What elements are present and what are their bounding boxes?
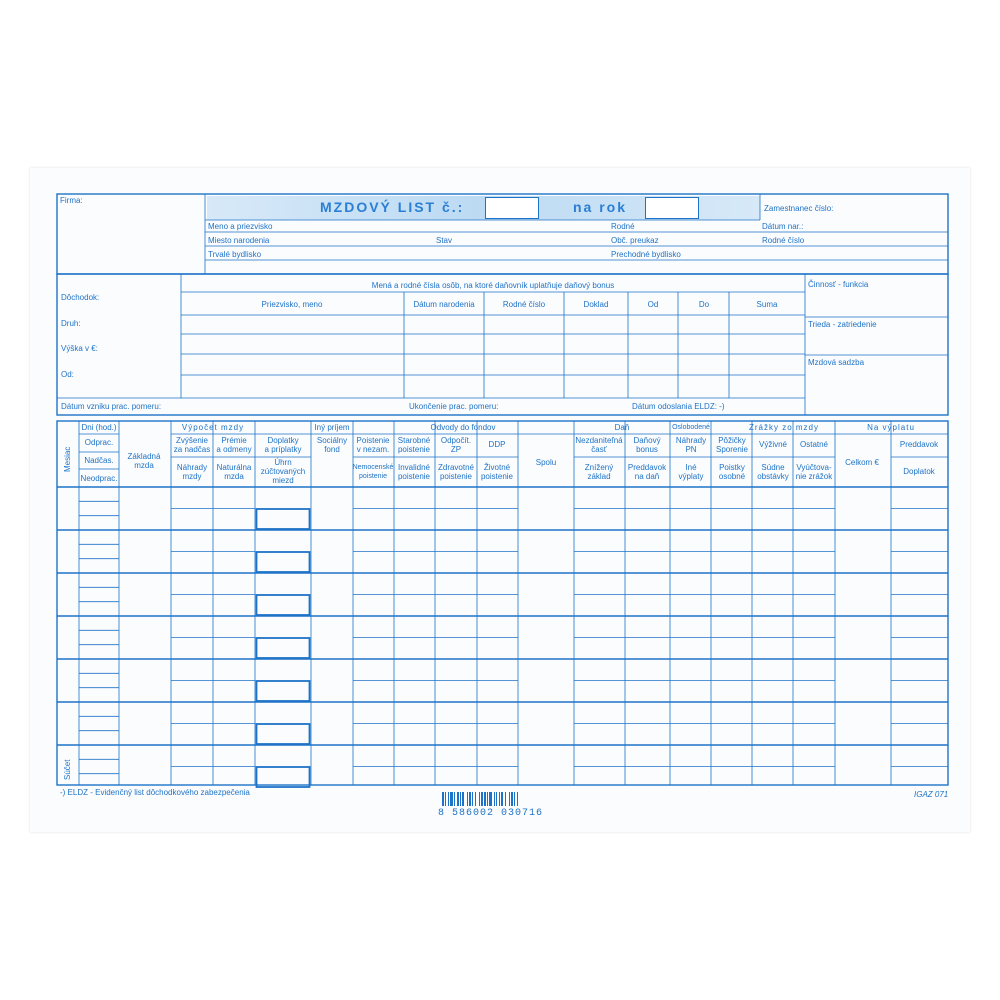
court-seizure-label: Súdne obstávky [757, 463, 789, 481]
tax-bonus-label: Daňový bonus [633, 436, 661, 454]
loans-label: Pôžičky Sporenie [715, 436, 749, 454]
days-label: Dni (hod.) [81, 423, 117, 432]
barcode-bar [445, 792, 446, 806]
birth-date-label: Dátum nar.: [762, 222, 804, 231]
name-label: Meno a priezvisko [208, 222, 273, 231]
other-income-label: Iný príjem [314, 423, 350, 432]
overtime-increase-label: Zvýšenie za nadčas [173, 436, 211, 454]
wage-calc-header: Výpočet mzdy [181, 423, 245, 432]
barcode-bar [505, 792, 506, 806]
temporary-address-label: Prechodné bydlisko [611, 250, 681, 259]
barcode-bar [494, 792, 495, 806]
bonus-col-to: Do [698, 300, 710, 309]
barcode-bar [511, 792, 513, 806]
tax-header: Daň [614, 423, 630, 432]
contributions-header: Odvody do fondov [430, 423, 496, 432]
other-payments-label: Iné výplaty [678, 463, 704, 481]
employment-end-label: Ukončenie prac. pomeru: [409, 402, 499, 411]
not-worked-label: Neodprac. [80, 474, 118, 483]
overtime-label: Nadčas. [84, 456, 114, 465]
field-box [257, 552, 310, 572]
sickness-ins-label: Nemocenské poistenie [352, 464, 394, 480]
tax-free-part-label: Nezdaniteľná časť [575, 436, 623, 454]
deductions-header: Zrážky zo mzdy [748, 423, 820, 432]
marital-status-label: Stav [436, 236, 453, 245]
barcode-bar [462, 792, 464, 806]
barcode-bar [475, 792, 476, 806]
barcode-bar [479, 792, 480, 806]
in-kind-wage-label: Naturálna mzda [216, 463, 252, 481]
function-label: Činnosť - funkcia [808, 280, 869, 289]
pension-type-label: Druh: [61, 319, 81, 328]
barcode-bar [489, 792, 492, 806]
field-box [257, 724, 310, 744]
bonus-col-from: Od [647, 300, 659, 309]
other-deductions-label: Ostatné [799, 440, 829, 449]
bonus-title: Mená a rodné čísla osôb, na ktoré daňovník uplatňuje daňový bonus [371, 281, 615, 290]
disability-ins-label: Invalidné poistenie [397, 463, 431, 481]
field-box [257, 595, 310, 615]
unemployment-ins-label: Poistenie v nezam. [356, 436, 390, 454]
supplements-label: Doplatky a príplatky [264, 436, 302, 454]
barcode-bar [514, 792, 515, 806]
firma-label: Firma: [60, 196, 83, 205]
life-ins-label: Životné poistenie [480, 463, 514, 481]
eldz-sent-label: Dátum odoslania ELDZ: -) [632, 402, 725, 411]
total-label: Celkom € [845, 458, 879, 467]
barcode-bar [457, 792, 459, 806]
wage-rate-label: Mzdová sadzba [808, 358, 865, 367]
barcode-bar [450, 792, 453, 806]
barcode-bar [469, 792, 471, 806]
pension-ins-label: Starobné poistenie [397, 436, 431, 454]
barcode-bar [442, 792, 444, 806]
barcode-bar [454, 792, 455, 806]
field-box [257, 509, 310, 529]
bonus-col-birthdate: Dátum narodenia [413, 300, 475, 309]
form-title: MZDOVÝ LIST č.: [320, 199, 465, 215]
bonus-col-document: Doklad [583, 300, 609, 309]
bonus-col-name: Priezvisko, meno [261, 300, 323, 309]
advance-label: Preddavok [899, 440, 939, 449]
pension-label: Dôchodok: [61, 293, 100, 302]
sick-pay-label: Náhrady PN [675, 436, 707, 454]
footnote: -) ELDZ - Evidenčný list dôchodkového zabezpečenia [60, 788, 250, 797]
health-ins-label: Zdravotné poistenie [437, 463, 475, 481]
barcode-bar [501, 792, 503, 806]
permanent-address-label: Trvalé bydlisko [208, 250, 262, 259]
barcode-bar [472, 792, 473, 806]
payout-header: Na výplatu [867, 423, 915, 432]
id-card-label: Obč. preukaz [611, 236, 659, 245]
worked-label: Odprac. [84, 438, 114, 447]
tax-advance-label: Preddavok na daň [627, 463, 667, 481]
field-box [257, 638, 310, 658]
barcode-bar [448, 792, 449, 806]
wage-compensation-label: Náhrady mzdy [176, 463, 208, 481]
barcode-bar [509, 792, 510, 806]
birth-name-label: Rodné [611, 222, 635, 231]
form-code: IGAZ 071 [914, 790, 949, 799]
employee-number-label: Zamestnanec číslo: [764, 204, 834, 213]
year-label: na rok [573, 199, 628, 215]
contrib-total-label: Spolu [535, 458, 557, 467]
pension-amount-label: Výška v €: [61, 344, 98, 353]
deduction-settlement-label: Vyúčtova- nie zrážok [795, 463, 833, 481]
barcode-bar [460, 792, 461, 806]
birthplace-label: Miesto narodenia [208, 236, 270, 245]
barcode-bar [484, 792, 486, 806]
sum-label: Súčet [63, 759, 72, 780]
month-label: Mesiac [63, 446, 72, 472]
bonuses-label: Prémie a odmeny [216, 436, 252, 454]
barcode-bar [517, 792, 518, 806]
field-box [257, 681, 310, 701]
class-label: Trieda - zatriedenie [808, 320, 877, 329]
field-box [57, 274, 948, 415]
surcharge-label: Doplatok [903, 467, 935, 476]
exempt-header: Oslobodené [672, 424, 710, 431]
reduced-base-label: Znížený základ [584, 463, 614, 481]
personal-ins-label: Poistky osobné [718, 463, 746, 481]
deductible-zp-label: Odpočít. ZP [440, 436, 472, 454]
barcode-bar [481, 792, 483, 806]
base-wage-label: Základná mzda [127, 452, 161, 470]
field-box [257, 767, 310, 787]
total-wages-label: Úhrn zúčtovaných miezd [260, 458, 306, 485]
ddp-label: DDP [488, 440, 506, 449]
barcode-bar [499, 792, 500, 806]
barcode-number: 8 586002 030716 [438, 808, 544, 819]
barcode-bar [467, 792, 468, 806]
bonus-col-birthnumber: Rodné číslo [502, 300, 546, 309]
bonus-col-sum: Suma [756, 300, 778, 309]
alimony-label: Výživné [758, 440, 788, 449]
pension-from-label: Od: [61, 370, 74, 379]
barcode-bar [487, 792, 488, 806]
barcode-bar [496, 792, 497, 806]
employment-start-label: Dátum vzniku prac. pomeru: [61, 402, 162, 411]
social-fund-label: Sociálny fond [316, 436, 348, 454]
birth-number-label: Rodné číslo [762, 236, 805, 245]
